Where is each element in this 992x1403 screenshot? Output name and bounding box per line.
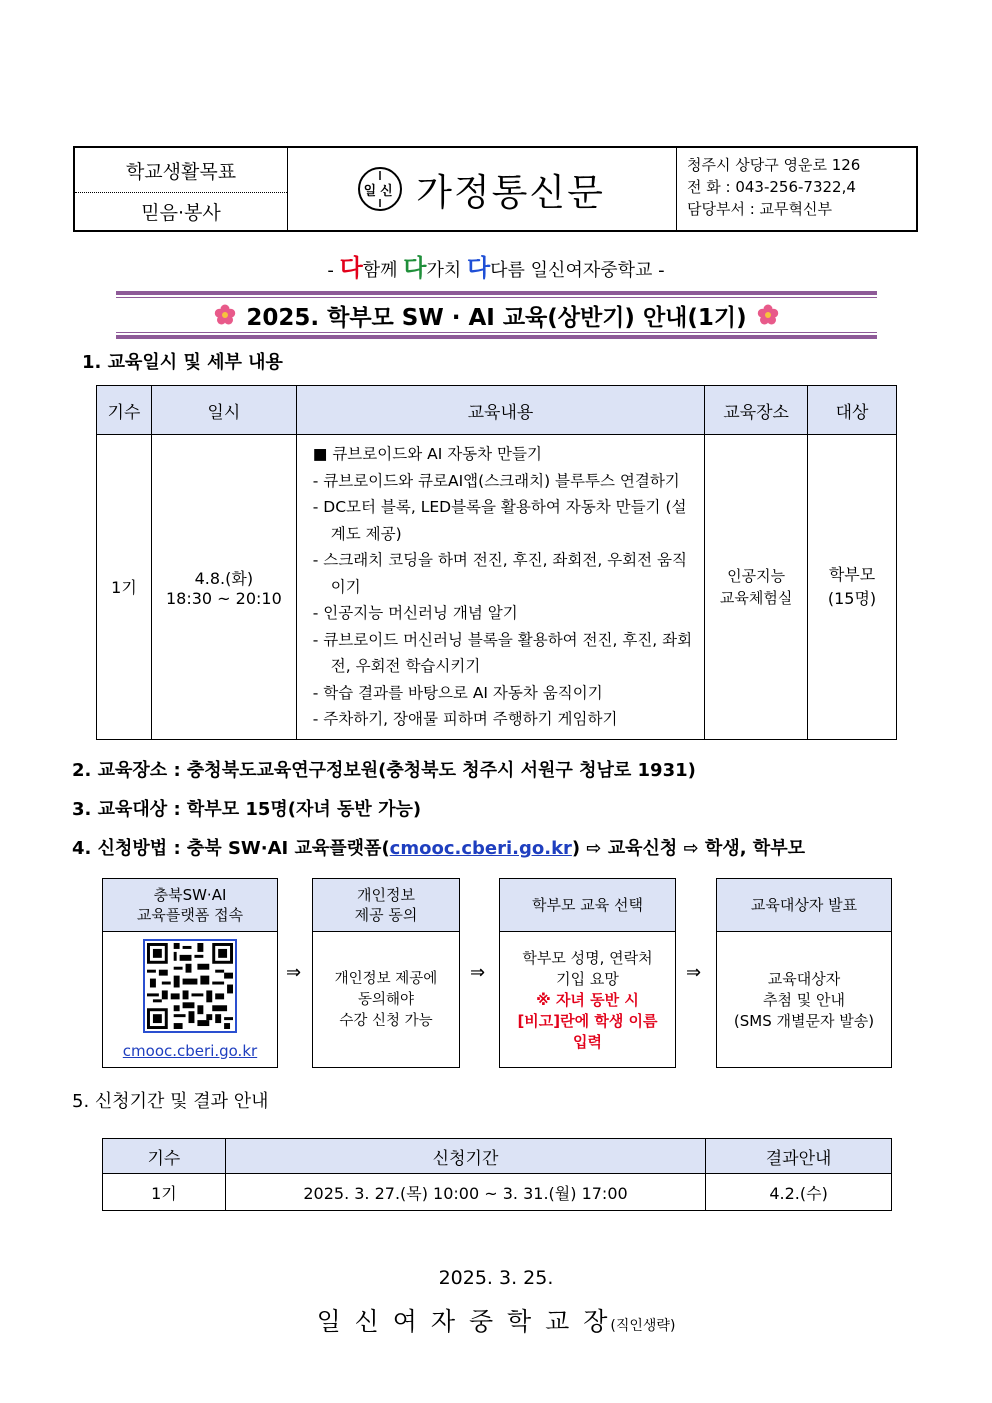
seal-omitted: (직인생략): [610, 1318, 676, 1334]
col-header: 기수: [103, 1139, 226, 1174]
col-header: 결과안내: [706, 1139, 892, 1174]
section-2-place: 2. 교육장소 : 충청북도교육연구정보원(충청북도 청주시 서원구 청남로 1931): [72, 760, 696, 781]
flower-icon: [757, 304, 779, 326]
principal-title: 일 신 여 자 중 학 교 장: [316, 1307, 611, 1336]
title-box: [287, 148, 677, 230]
cell-gisu: 1기: [103, 1174, 226, 1211]
qr-platform-link[interactable]: cmooc.cberi.go.kr: [122, 1041, 258, 1060]
table-header-row: [97, 386, 897, 435]
issue-date: 2025. 3. 25.: [438, 1267, 554, 1289]
school-goal-value: 믿음·봉사: [141, 201, 221, 224]
content-item: - 큐브로이드 머신러닝 블록을 활용하여 전진, 후진, 좌회전, 우회전 학습시키기: [312, 630, 693, 675]
flow-step-4: 교육대상자 발표 교육대상자 추첨 및 안내 (SMS 개별문자 발송): [716, 878, 892, 1068]
content-item: - 스크래치 코딩을 하며 전진, 후진, 좌회전, 우회전 움직이기: [312, 551, 687, 596]
col-header: 대상: [808, 386, 897, 435]
flow-step-1: 충북SW·AI 교육플랫폼 접속 cmooc.cberi.go.kr: [102, 878, 278, 1068]
table-header-row: [103, 1139, 892, 1174]
motto-da-red: 다: [339, 254, 363, 282]
cell-datetime: 4.8.(화) 18:30 ~ 20:10: [151, 435, 296, 740]
school-motto: - 다함께 다가치 다다름 일신여자중학교 -: [327, 254, 665, 282]
companion-note: ※ 자녀 동반 시: [536, 990, 639, 1009]
flow-arrow-2: ⇒: [470, 962, 486, 983]
school-logo-icon: [358, 167, 402, 211]
department: 담당부서 : 교무혁신부: [687, 200, 833, 218]
school-goal-box: [75, 148, 288, 230]
banner-top-rule: [116, 291, 877, 295]
cell-content: [296, 435, 704, 740]
table-row: [103, 1174, 892, 1211]
table-row: [97, 435, 897, 740]
platform-link[interactable]: cmooc.cberi.go.kr: [389, 838, 572, 859]
flow-step-2: 개인정보 제공 동의 개인정보 제공에 동의해야 수강 신청 가능: [312, 878, 460, 1068]
col-header: 기수: [97, 386, 152, 435]
cell-result-date: 4.2.(수): [706, 1174, 892, 1211]
section-1-title: 1. 교육일시 및 세부 내용: [82, 352, 283, 373]
motto-da-blue: 다: [466, 254, 491, 282]
banner-title: 2025. 학부모 SW · AI 교육(상반기) 안내(1기): [246, 304, 747, 331]
flower-icon: [214, 304, 236, 326]
address: 청주시 상당구 영운로 126: [687, 156, 861, 174]
section-3-target: 3. 교육대상 : 학부모 15명(자녀 동반 가능): [72, 799, 422, 820]
col-header: 신청기간: [225, 1139, 705, 1174]
cell-period: 2025. 3. 27.(목) 10:00 ~ 3. 31.(월) 17:00: [225, 1174, 705, 1211]
content-item: - 주차하기, 장애물 피하며 주행하기 게임하기: [312, 710, 618, 728]
contact-info: [687, 154, 860, 220]
col-header: 일시: [151, 386, 296, 435]
banner-bottom-rule: [116, 335, 877, 339]
school-goal-label: 학교생활목표: [75, 148, 287, 193]
schedule-table: [96, 385, 897, 740]
newsletter-header: [73, 146, 918, 232]
qr-code-icon: [143, 939, 237, 1033]
flow-arrow-1: ⇒: [286, 962, 302, 983]
motto-da-green: 다: [403, 254, 427, 282]
banner-bottom-rule-thin: [116, 332, 877, 333]
school-logo-text: 일신: [364, 180, 397, 199]
announcement-banner: [116, 296, 877, 334]
content-item: - 학습 결과를 바탕으로 AI 자동차 움직이기: [312, 683, 603, 702]
signature-line: [0, 1302, 992, 1338]
content-item: - 큐브로이드와 큐로AI앱(스크래치) 블루투스 연결하기: [312, 471, 680, 490]
content-item: - 인공지능 머신러닝 개념 알기: [312, 604, 518, 622]
section-4-method: 4. 신청방법 : 충북 SW·AI 교육플랫폼(cmooc.cberi.go.kr) ⇨ 교육신청 ⇨ 학생, 학부모: [72, 838, 805, 859]
phone: 전 화 : 043-256-7322,4: [687, 178, 856, 196]
col-header: 교육내용: [296, 386, 704, 435]
section-5-title: 5. 신청기간 및 결과 안내: [72, 1091, 269, 1112]
col-header: 교육장소: [705, 386, 808, 435]
cell-gisu: 1기: [97, 435, 152, 740]
page-title: 가정통신문: [416, 171, 605, 214]
content-item: - DC모터 블록, LED블록을 활용하여 자동차 만들기 (설계도 제공): [312, 498, 687, 543]
application-period-table: [102, 1138, 892, 1211]
flow-arrow-3: ⇒: [686, 962, 702, 983]
cell-target: 학부모 (15명): [808, 435, 897, 740]
flow-step-3: 학부모 교육 선택 학부모 성명, 연락처 기입 요망 ※ 자녀 동반 시 [비고]란에 학생 이름 입력: [499, 878, 676, 1068]
content-item: ■ 큐브로이드와 AI 자동차 만들기: [312, 445, 542, 463]
cell-place: 인공지능 교육체험실: [705, 435, 808, 740]
